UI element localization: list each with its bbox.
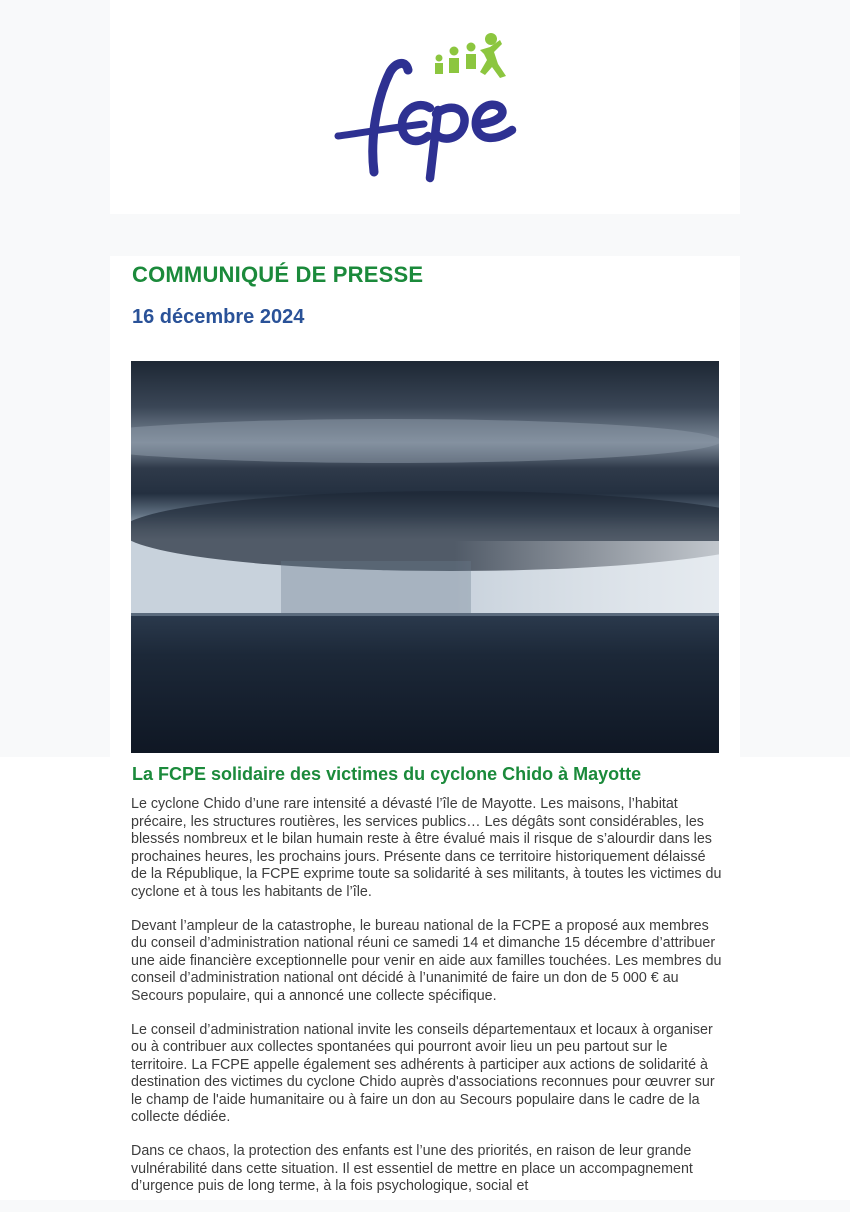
fcpe-logo <box>330 30 530 190</box>
press-release <box>110 256 740 1200</box>
logo-figure-jumping <box>480 40 506 78</box>
paragraph-3: Le conseil d’administration national invite les conseils départementaux et locaux à organiser ou à contribuer aux collectes spontanées qui pourront avoir lieu un peu partout sur le territoire. La FCPE appelle également ses adhérents à participer aux actions de solidarité à destination des victimes du cyclone Chido auprès d'associations reconnues pour œuvrer sur le champ de l'aide humanitaire ou à faire un don au Secours populaire dans le cadre de la collecte dédiée. <box>131 1021 715 1125</box>
storm-photo <box>131 361 719 753</box>
header-banner <box>110 0 740 214</box>
paragraph-1: Le cyclone Chido d’une rare intensité a dévasté l’île de Mayotte. Les maisons, l’habitat précaire, les structures routières, les services publics… Les dégâts sont considérables, les blessés nombreux et le bilan humain reste à être évalué mais il risque de s’alourdir dans les prochaines heures, les prochains jours. Présente dans ce territoire historiquement délaissé de la République, la FCPE exprime toute sa solidarité à ses militants, à toutes les victimes du cyclone et à tous les habitants de l’île. <box>131 796 722 900</box>
logo-letter-p <box>430 108 465 178</box>
photo-horizon-line <box>131 613 719 616</box>
article-headline: La FCPE solidaire des victimes du cyclone Chido à Mayotte <box>132 764 642 784</box>
release-date: 16 décembre 2024 <box>132 306 305 328</box>
logo-figure-medium <box>449 58 459 73</box>
logo-figure-small-head <box>436 55 443 62</box>
logo-letter-f-bar <box>338 124 424 136</box>
paragraph-4: Dans ce chaos, la protection des enfants est l’une des priorités, en raison de leur grande vulnérabilité dans cette situation. Il est essentiel de mettre en place un accompagnement d’urgence puis de long terme, à la fois psychologique, social et <box>131 1143 693 1194</box>
logo-figure-mid-head <box>467 43 476 52</box>
logo-figure-medium-head <box>450 47 459 56</box>
logo-letter-e <box>476 105 512 138</box>
page-title: COMMUNIQUÉ DE PRESSE <box>132 262 424 287</box>
photo-rain-curtain <box>281 561 471 616</box>
logo-figure-mid <box>466 54 476 69</box>
paragraph-2: Devant l’ampleur de la catastrophe, le bureau national de la FCPE a proposé aux membres du conseil d’administration national réuni ce samedi 14 et dimanche 15 décembre d’attribuer une aide financière exceptionnelle pour venir en aide aux familles touchées. Les membres du conseil d’administration national ont décidé à l’unanimité de faire un don de 5 000 € au Secours populaire, qui a annoncé une collecte spécifique. <box>131 917 722 1004</box>
logo-figure-small <box>435 63 443 74</box>
logo-figure-jumping-head <box>485 33 497 45</box>
article-body <box>131 796 723 1212</box>
photo-sea <box>131 614 719 753</box>
